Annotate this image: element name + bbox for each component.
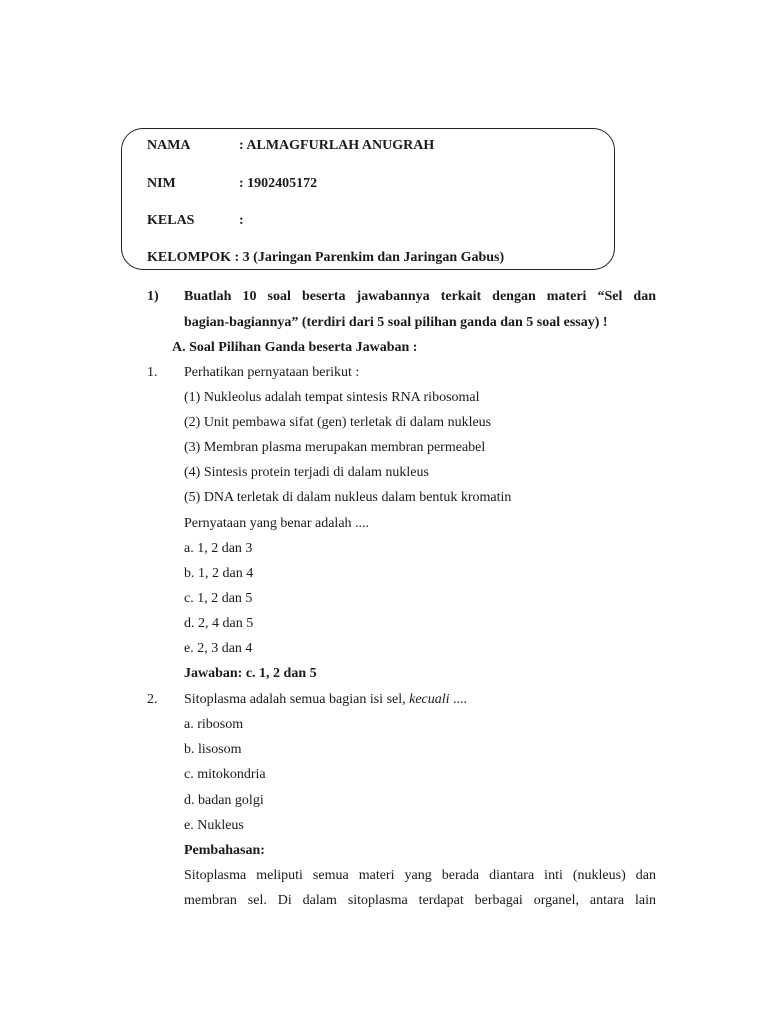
section-a-heading: A. Soal Pilihan Ganda beserta Jawaban : — [172, 340, 418, 355]
q1-stem: Perhatikan pernyataan berikut : — [184, 365, 360, 380]
q2-option: a. ribosom — [184, 717, 244, 732]
q2-stem — [184, 690, 467, 710]
q1-option: a. 1, 2 dan 3 — [184, 541, 253, 556]
q2-stem-text: Sitoplasma adalah semua bagian isi sel, — [184, 692, 410, 707]
kelas-row — [147, 213, 244, 229]
q2-option: b. lisosom — [184, 742, 242, 757]
task-line-2: bagian-bagiannya” (terdiri dari 5 soal pilihan ganda dan 5 soal essay) ! — [184, 315, 608, 330]
task-line-1: Buatlah 10 soal beserta jawabannya terkait dengan materi “Sel dan — [184, 289, 656, 304]
q1-number: 1. — [147, 365, 158, 380]
q2-option: e. Nukleus — [184, 818, 244, 833]
q2-discussion-line-1: Sitoplasma meliputi semua materi yang berada diantara inti (nukleus) dan — [184, 868, 656, 883]
q1-option: c. 1, 2 dan 5 — [184, 591, 253, 606]
q1-statement: (2) Unit pembawa sifat (gen) terletak di dalam nukleus — [184, 415, 492, 430]
q1-statement: (5) DNA terletak di dalam nukleus dalam bentuk kromatin — [184, 490, 512, 505]
nama-label: NAMA — [147, 138, 191, 153]
q1-option: b. 1, 2 dan 4 — [184, 566, 254, 581]
nama-value: : ALMAGFURLAH ANUGRAH — [239, 138, 435, 153]
nim-value: : 1902405172 — [239, 176, 318, 191]
task-number: 1) — [147, 289, 159, 304]
q2-stem-italic: kecuali — [409, 692, 450, 707]
q1-answer: Jawaban: c. 1, 2 dan 5 — [184, 666, 317, 681]
q1-statement: (4) Sintesis protein terjadi di dalam nukleus — [184, 465, 429, 480]
q1-option: d. 2, 4 dan 5 — [184, 616, 254, 631]
kelompok-row: KELOMPOK : 3 (Jaringan Parenkim dan Jaringan Gabus) — [147, 250, 505, 265]
nama-row — [147, 138, 434, 154]
kelas-value: : — [239, 213, 244, 228]
nim-row — [147, 176, 317, 192]
q1-statement: (1) Nukleolus adalah tempat sintesis RNA ribosomal — [184, 390, 480, 405]
q2-number: 2. — [147, 692, 158, 707]
q2-discussion-line-2: membran sel. Di dalam sitoplasma terdapat berbagai organel, antara lain — [184, 893, 656, 908]
q1-prompt: Pernyataan yang benar adalah .... — [184, 516, 370, 531]
nim-label: NIM — [147, 176, 176, 191]
q2-option: c. mitokondria — [184, 767, 266, 782]
q2-discussion-label: Pembahasan: — [184, 843, 265, 858]
kelas-label: KELAS — [147, 213, 195, 228]
q2-stem-tail: .... — [449, 692, 468, 707]
q1-option: e. 2, 3 dan 4 — [184, 641, 253, 656]
q1-statement: (3) Membran plasma merupakan membran permeabel — [184, 440, 486, 455]
q2-option: d. badan golgi — [184, 793, 264, 808]
